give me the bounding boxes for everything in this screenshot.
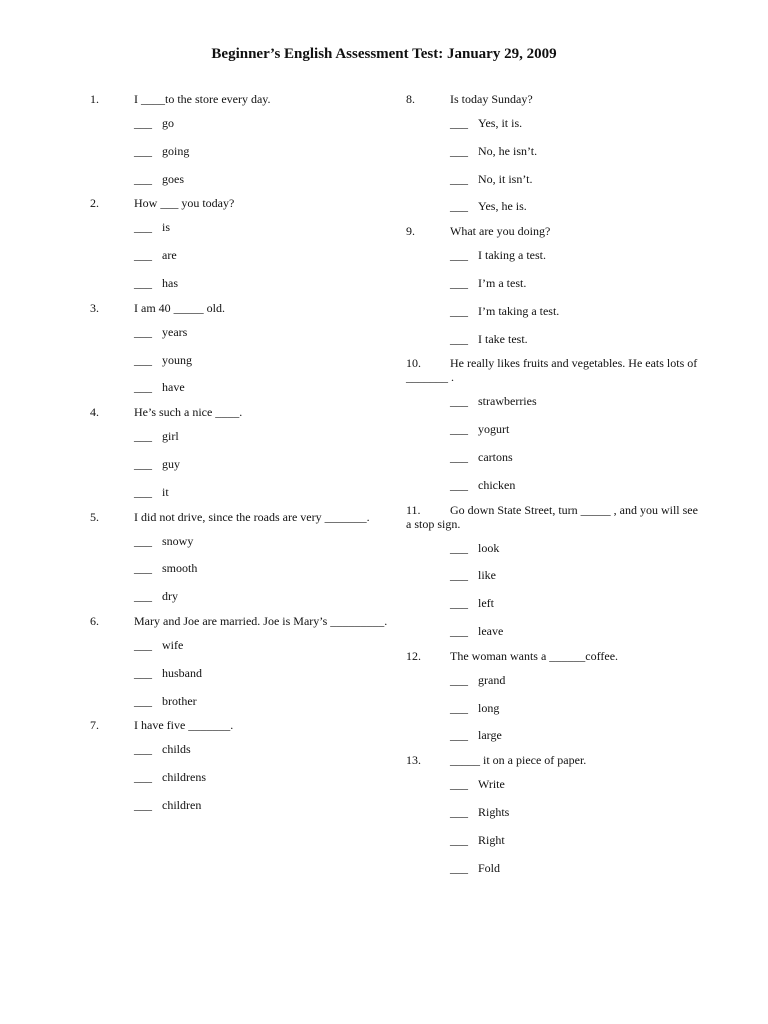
answer-option	[406, 673, 706, 687]
answer-option	[406, 116, 706, 130]
answer-option	[406, 332, 706, 346]
answer-option	[90, 485, 390, 499]
answer-option-text: I take test.	[478, 331, 528, 346]
question-7	[90, 718, 390, 812]
answer-option-text: years	[162, 324, 188, 339]
answer-blank[interactable]: ___	[450, 422, 468, 437]
answer-blank[interactable]: ___	[134, 665, 152, 680]
answer-option-text: No, it isn’t.	[478, 171, 533, 186]
question-number: 10.	[406, 356, 421, 371]
answer-option-text: Rights	[478, 804, 510, 819]
question-text: I have five _______.	[134, 718, 234, 733]
answer-option-text: Yes, it is.	[478, 116, 523, 130]
answer-option	[406, 144, 706, 158]
question-text: I am 40 _____ old.	[134, 300, 225, 315]
question-prompt	[406, 753, 706, 767]
answer-blank[interactable]: ___	[450, 804, 468, 819]
answer-option-text: goes	[162, 171, 184, 186]
answer-option	[406, 833, 706, 847]
question-number: 11.	[406, 502, 421, 517]
answer-option-text: wife	[162, 637, 184, 652]
answer-option	[90, 694, 390, 708]
answer-blank[interactable]: ___	[450, 394, 468, 409]
question-number: 1.	[90, 92, 99, 106]
question-prompt	[90, 510, 390, 524]
answer-option-text: are	[162, 248, 177, 263]
answer-option	[406, 568, 706, 582]
question-text: I did not drive, since the roads are very _______.	[134, 509, 370, 524]
answer-option-text: long	[478, 700, 500, 715]
answer-option	[90, 561, 390, 575]
answer-blank[interactable]: ___	[134, 171, 152, 186]
question-prompt	[90, 92, 390, 106]
question-number: 6.	[90, 613, 99, 628]
question-number: 13.	[406, 753, 421, 768]
question-number: 2.	[90, 196, 99, 211]
page-title: Beginner’s English Assessment Test: January 29, 2009	[211, 46, 557, 62]
answer-options	[406, 394, 706, 491]
answer-option	[90, 666, 390, 680]
question-prompt	[90, 718, 390, 732]
answer-blank[interactable]: ___	[134, 770, 152, 785]
answer-option	[90, 248, 390, 262]
question-text: Mary and Joe are married. Joe is Mary’s _________.	[134, 613, 388, 628]
answer-blank[interactable]: ___	[134, 352, 152, 367]
answer-options	[406, 248, 706, 345]
answer-option-text: have	[162, 380, 185, 395]
answer-blank[interactable]: ___	[134, 456, 152, 471]
answer-option-text: chicken	[478, 477, 516, 492]
answer-blank[interactable]: ___	[134, 143, 152, 158]
answer-blank[interactable]: ___	[450, 303, 468, 318]
answer-blank[interactable]: ___	[450, 331, 468, 346]
answer-option	[406, 422, 706, 436]
answer-option-text: grand	[478, 672, 506, 687]
question-2	[90, 196, 390, 290]
question-prompt	[406, 356, 706, 384]
question-4	[90, 405, 390, 499]
answer-blank[interactable]: ___	[450, 199, 468, 214]
answer-blank[interactable]: ___	[134, 380, 152, 395]
answer-option-text: Write	[478, 777, 505, 792]
answer-options	[90, 429, 390, 499]
answer-option-text: look	[478, 540, 500, 555]
question-text: Go down State Street, turn _____ , and you will see a stop sign.	[406, 502, 698, 531]
answer-blank[interactable]: ___	[450, 477, 468, 492]
answer-option-text: brother	[162, 693, 197, 708]
question-text: How ___ you today?	[134, 196, 235, 211]
answer-option-text: children	[162, 797, 202, 812]
answer-option-text: left	[478, 596, 494, 611]
answer-options	[90, 325, 390, 395]
right-column	[406, 92, 706, 885]
answer-option	[406, 777, 706, 791]
answer-option-text: Fold	[478, 860, 501, 875]
question-prompt	[90, 614, 390, 628]
answer-option	[90, 353, 390, 367]
answer-blank[interactable]: ___	[450, 568, 468, 583]
answer-blank[interactable]: ___	[450, 143, 468, 158]
answer-blank[interactable]: ___	[134, 324, 152, 339]
question-number: 8.	[406, 92, 415, 106]
answer-option	[406, 248, 706, 262]
answer-blank[interactable]: ___	[134, 248, 152, 263]
answer-blank[interactable]: ___	[134, 116, 152, 130]
question-text: _____ it on a piece of paper.	[450, 753, 587, 768]
answer-option-text: childs	[162, 742, 191, 757]
question-9	[406, 224, 706, 345]
answer-option-text: No, he isn’t.	[478, 143, 538, 158]
answer-options	[406, 673, 706, 743]
question-text: I ____to the store every day.	[134, 92, 271, 106]
answer-blank[interactable]: ___	[134, 742, 152, 757]
answer-option-text: husband	[162, 665, 202, 680]
answer-option	[406, 199, 706, 213]
answer-option	[90, 589, 390, 603]
question-prompt	[406, 649, 706, 663]
question-prompt	[406, 92, 706, 106]
answer-options	[90, 534, 390, 604]
answer-option-text: strawberries	[478, 394, 537, 409]
question-6	[90, 614, 390, 708]
question-1	[90, 92, 390, 186]
question-13	[406, 753, 706, 874]
answer-option-text: guy	[162, 456, 180, 471]
answer-option-text: Right	[478, 832, 505, 847]
answer-option-text: smooth	[162, 561, 198, 576]
answer-option-text: Yes, he is.	[478, 199, 527, 214]
answer-option	[406, 596, 706, 610]
answer-option	[90, 798, 390, 812]
question-prompt	[90, 405, 390, 419]
question-12	[406, 649, 706, 743]
left-column	[90, 92, 390, 823]
answer-blank[interactable]: ___	[450, 171, 468, 186]
answer-blank[interactable]: ___	[450, 275, 468, 290]
answer-blank[interactable]: ___	[134, 484, 152, 499]
answer-option	[90, 457, 390, 471]
answer-option-text: snowy	[162, 533, 194, 548]
question-text: He’s such a nice ____.	[134, 405, 243, 420]
answer-option	[90, 742, 390, 756]
answer-option-text: I taking a test.	[478, 248, 546, 263]
question-prompt	[90, 301, 390, 315]
question-prompt	[90, 196, 390, 210]
answer-blank[interactable]: ___	[134, 275, 152, 290]
answer-options	[406, 116, 706, 213]
answer-option-text: large	[478, 728, 502, 743]
answer-option	[90, 325, 390, 339]
answer-option	[90, 276, 390, 290]
question-text: He really likes fruits and vegetables. He eats lots of _______ .	[406, 356, 698, 385]
question-text: The woman wants a ______coffee.	[450, 648, 619, 663]
question-number: 7.	[90, 718, 99, 733]
answer-blank[interactable]: ___	[134, 797, 152, 812]
answer-option	[90, 638, 390, 652]
question-text: Is today Sunday?	[450, 92, 533, 106]
answer-option	[90, 172, 390, 186]
answer-option-text: going	[162, 143, 190, 158]
answer-blank[interactable]: ___	[450, 540, 468, 555]
answer-option	[406, 805, 706, 819]
answer-option-text: I’m taking a test.	[478, 303, 560, 318]
question-number: 3.	[90, 300, 99, 315]
answer-option	[90, 770, 390, 784]
answer-blank[interactable]: ___	[450, 116, 468, 130]
answer-option-text: has	[162, 275, 178, 290]
answer-option	[406, 394, 706, 408]
answer-option	[406, 172, 706, 186]
answer-option	[406, 478, 706, 492]
answer-option	[406, 861, 706, 875]
answer-blank[interactable]: ___	[450, 596, 468, 611]
question-8	[406, 92, 706, 213]
question-number: 4.	[90, 405, 99, 420]
answer-option-text: is	[162, 220, 171, 235]
answer-option	[90, 144, 390, 158]
answer-option	[406, 450, 706, 464]
answer-blank[interactable]: ___	[450, 449, 468, 464]
answer-blank[interactable]: ___	[134, 220, 152, 235]
answer-option-text: go	[162, 116, 174, 130]
answer-option	[406, 701, 706, 715]
question-text: What are you doing?	[450, 224, 551, 239]
answer-options	[406, 541, 706, 638]
answer-options	[90, 638, 390, 708]
answer-option	[406, 541, 706, 555]
question-number: 9.	[406, 224, 415, 239]
answer-blank[interactable]: ___	[450, 860, 468, 875]
answer-option	[406, 728, 706, 742]
answer-option-text: leave	[478, 623, 504, 638]
answer-option-text: like	[478, 568, 496, 583]
answer-blank[interactable]: ___	[450, 672, 468, 687]
answer-option-text: dry	[162, 589, 178, 604]
answer-option-text: I’m a test.	[478, 275, 527, 290]
answer-option-text: cartons	[478, 449, 513, 464]
answer-option	[406, 304, 706, 318]
question-number: 12.	[406, 648, 421, 663]
answer-option-text: childrens	[162, 770, 206, 785]
answer-blank[interactable]: ___	[450, 728, 468, 743]
answer-blank[interactable]: ___	[450, 777, 468, 792]
answer-option-text: girl	[162, 429, 179, 444]
answer-option	[90, 116, 390, 130]
answer-blank[interactable]: ___	[134, 429, 152, 444]
answer-option	[406, 624, 706, 638]
answer-blank[interactable]: ___	[450, 623, 468, 638]
answer-options	[90, 220, 390, 290]
question-prompt	[406, 224, 706, 238]
question-prompt	[406, 503, 706, 531]
answer-options	[406, 777, 706, 874]
answer-option-text: young	[162, 352, 192, 367]
answer-blank[interactable]: ___	[134, 693, 152, 708]
answer-option	[406, 276, 706, 290]
question-number: 5.	[90, 509, 99, 524]
answer-blank[interactable]: ___	[134, 533, 152, 548]
answer-blank[interactable]: ___	[134, 637, 152, 652]
answer-option	[90, 534, 390, 548]
question-5	[90, 510, 390, 604]
answer-options	[90, 116, 390, 186]
answer-option-text: it	[162, 484, 169, 499]
question-11	[406, 503, 706, 638]
answer-option-text: yogurt	[478, 422, 510, 437]
answer-option	[90, 380, 390, 394]
question-10	[406, 356, 706, 491]
answer-blank[interactable]: ___	[450, 832, 468, 847]
answer-blank[interactable]: ___	[134, 589, 152, 604]
answer-options	[90, 742, 390, 812]
answer-blank[interactable]: ___	[450, 700, 468, 715]
answer-blank[interactable]: ___	[134, 561, 152, 576]
question-3	[90, 301, 390, 395]
answer-option	[90, 220, 390, 234]
answer-option	[90, 429, 390, 443]
answer-blank[interactable]: ___	[450, 248, 468, 263]
